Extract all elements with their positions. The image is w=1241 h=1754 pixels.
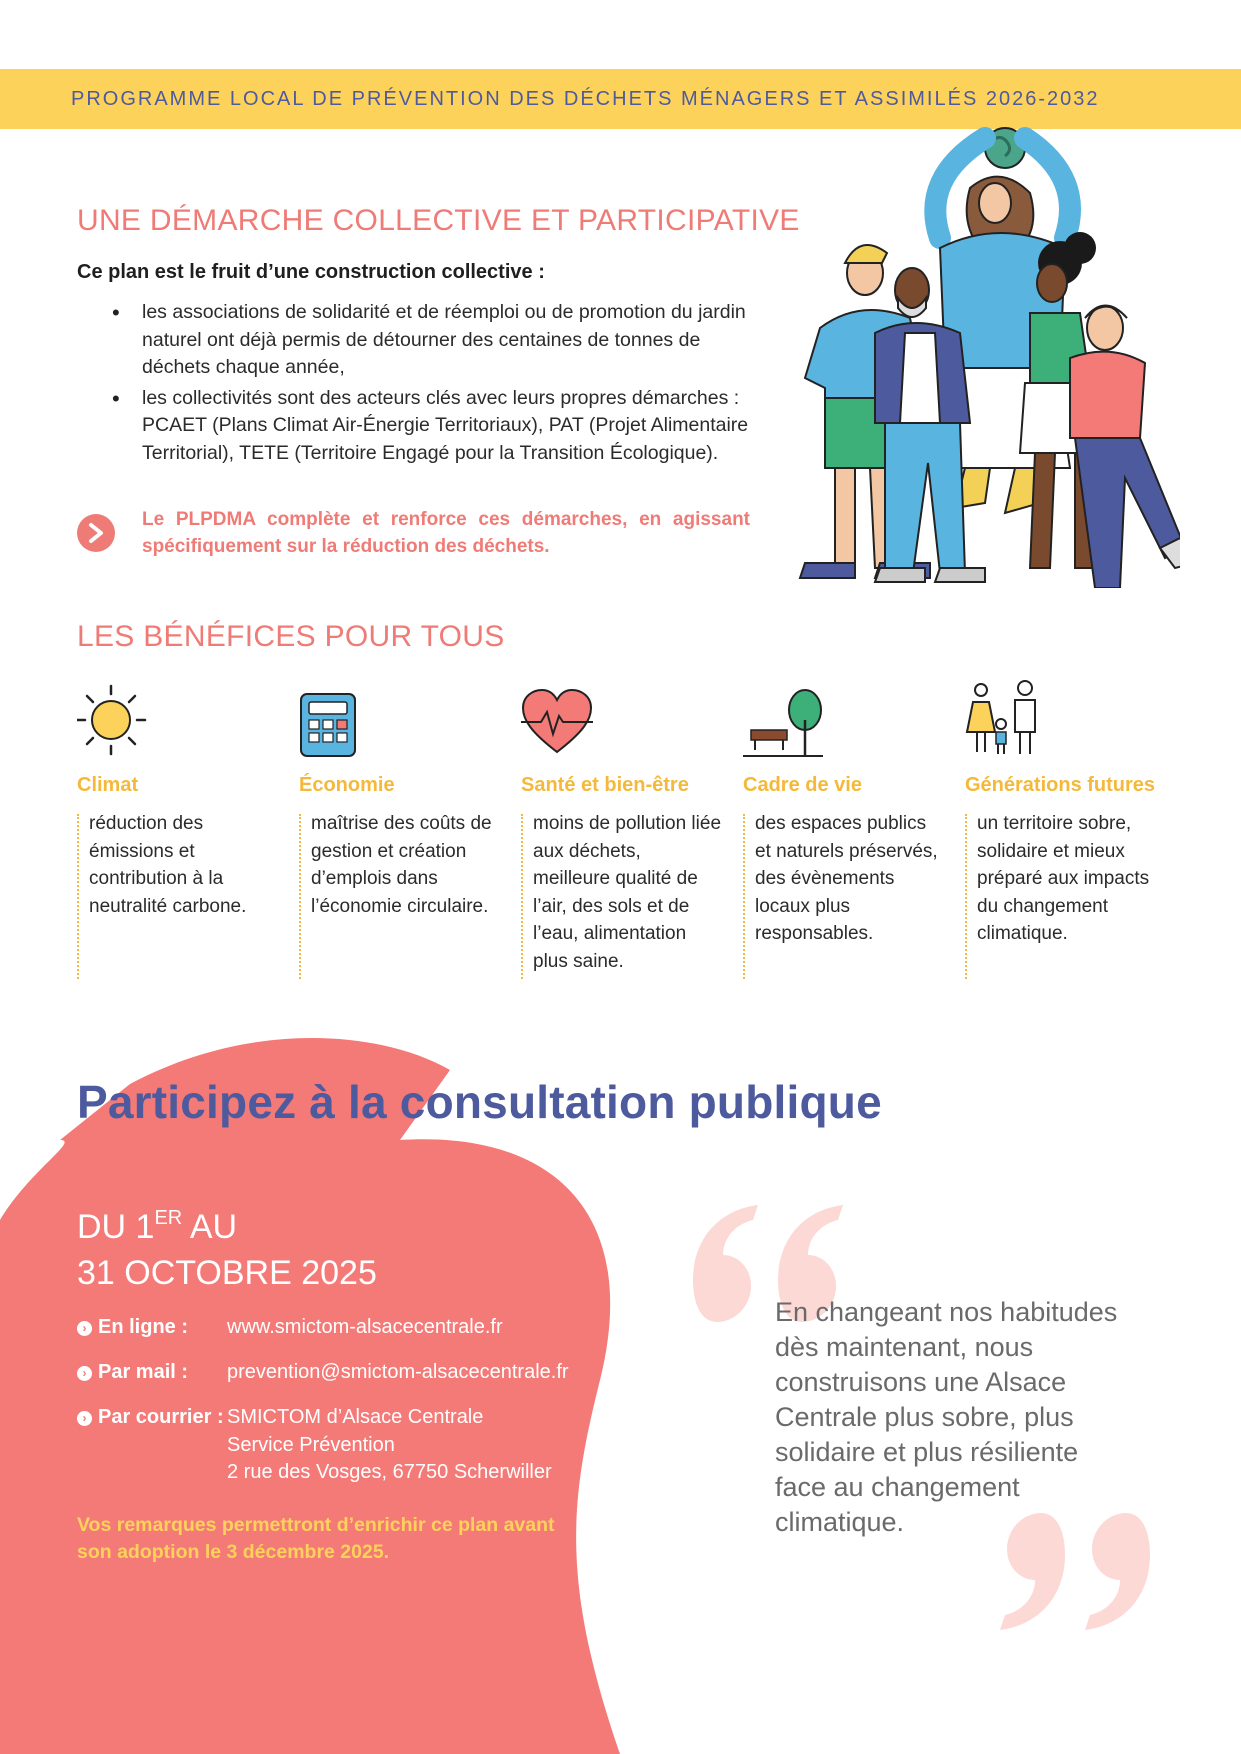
consultation-background-shape (0, 1020, 640, 1754)
benefits-row (77, 680, 1177, 980)
arrow-right-circle-icon (77, 514, 115, 552)
benefit-generations-futures (965, 680, 1165, 980)
dotted-divider (521, 814, 523, 979)
dotted-divider (743, 814, 745, 979)
arrow-right-icon: › (77, 1366, 92, 1381)
address-line: Service Prévention (227, 1433, 395, 1456)
people-illustration (790, 118, 1180, 588)
bench-tree-icon (743, 680, 823, 760)
section-title-demarche: UNE DÉMARCHE COLLECTIVE ET PARTICIPATIVE (77, 204, 800, 237)
bullet-item: • les collectivités sont des acteurs clés avec leurs propres démarches : PCAET (Plans Climat Air-Énergie Territoriaux), PAT (Projet Alimentaire Territorial), TETE (Territoire Engagé pour la Transition Écologique). (110, 385, 760, 468)
dotted-divider (965, 814, 967, 979)
dates-suffix: AU (182, 1208, 238, 1246)
intro-text: Ce plan est le fruit d’une construction collective : (77, 261, 545, 283)
dates-sup: ER (154, 1207, 183, 1229)
callout-text: Le PLPDMA complète et renforce ces démarches, en agissant spécifiquement sur la réduction des déchets. (142, 509, 750, 557)
benefit-title: Climat (77, 774, 139, 796)
benefit-title: Économie (299, 774, 395, 796)
address-line: SMICTOM d’Alsace Centrale (227, 1406, 484, 1428)
arrow-right-icon: › (77, 1321, 92, 1336)
address-line: 2 rue des Vosges, 67750 Scherwiller (227, 1461, 552, 1483)
contact-label: En ligne : (98, 1316, 188, 1338)
sun-icon (77, 680, 157, 760)
benefit-text: réduction des émissions et contribution à la neutralité carbone. (89, 813, 247, 917)
benefit-economie (299, 680, 499, 980)
dotted-divider (77, 814, 79, 979)
benefit-title: Santé et bien-être (521, 774, 689, 796)
dotted-divider (299, 814, 301, 979)
quote-text: En changeant nos habitudes dès maintenant, nous construisons une Alsace Centrale plus sobre, plus solidaire et plus résiliente face au changement climatique. (775, 1297, 1118, 1537)
dates-line2: 31 OCTOBRE 2025 (77, 1254, 377, 1292)
benefit-sante (521, 680, 721, 980)
benefit-cadre-de-vie (743, 680, 943, 980)
consultation-dates (77, 1195, 377, 1296)
banner-title: PROGRAMME LOCAL DE PRÉVENTION DES DÉCHETS MÉNAGERS ET ASSIMILÉS 2026-2032 (71, 88, 1100, 110)
close-quote-icon (990, 1505, 1160, 1635)
benefit-text: maîtrise des coûts de gestion et création d’emplois dans l’économie circulaire. (311, 813, 492, 917)
arrow-right-icon: › (77, 1411, 92, 1426)
benefit-title: Générations futures (965, 774, 1156, 796)
section-title-benefices: LES BÉNÉFICES POUR TOUS (77, 620, 505, 653)
calculator-icon (299, 680, 379, 760)
family-icon (965, 680, 1045, 760)
benefit-title: Cadre de vie (743, 774, 862, 796)
remarks-text: Vos remarques permettront d’enrichir ce plan avant son adoption le 3 décembre 2025. (77, 1514, 555, 1563)
contact-label: Par mail : (98, 1361, 189, 1383)
bullet-list (110, 299, 760, 470)
email-link[interactable]: prevention@smictom-alsacecentrale.fr (227, 1361, 569, 1383)
website-link[interactable]: www.smictom-alsacecentrale.fr (227, 1316, 503, 1338)
consultation-title: Participez à la consultation publique (77, 1076, 882, 1128)
benefit-text: un territoire sobre, solidaire et mieux préparé aux impacts du changement climatique. (977, 813, 1150, 944)
bullet-item: • les associations de solidarité et de réemploi ou de promotion du jardin naturel ont déjà permis de détourner des centaines de tonnes de déchets chaque année, (110, 299, 760, 382)
heart-pulse-icon (521, 680, 601, 760)
postal-address (227, 1404, 552, 1487)
dates-prefix: DU 1 (77, 1208, 155, 1246)
benefit-climat (77, 680, 277, 980)
contact-label: Par courrier : (98, 1406, 224, 1428)
benefit-text: des espaces publics et naturels préservés, des évènements locaux plus responsables. (755, 813, 938, 944)
benefit-text: moins de pollution liée aux déchets, meilleure qualité de l’air, des sols et de l’eau, alimentation plus saine. (533, 813, 722, 972)
